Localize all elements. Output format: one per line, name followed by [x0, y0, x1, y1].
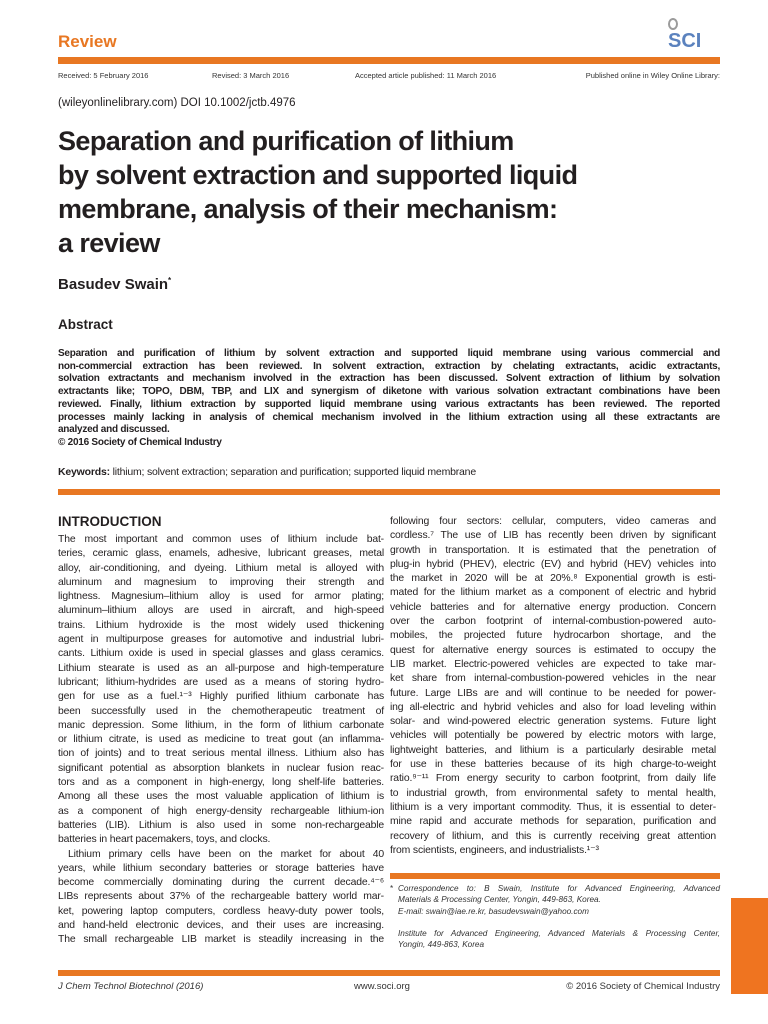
text-line: years, while lithium secondary batteries or storage batteries have	[58, 862, 384, 874]
text-line: agent in multipurpose greases for automotive and industrial lubri-	[58, 634, 384, 646]
right-column	[390, 515, 716, 858]
text-line: or lithium citrate, is used as medicine to treat gout (an inflamma-	[58, 734, 384, 746]
text-line: trains. Lithium hydroxide is the most widely used thickening	[58, 619, 384, 631]
footnote-line: Institute for Advanced Engineering, Advanced Materials & Processing Center,	[398, 928, 720, 938]
sci-logo	[656, 16, 712, 56]
footnote-divider	[390, 873, 720, 879]
correspondence-footnote	[390, 883, 720, 950]
author	[58, 276, 171, 293]
abstract-line: reviewed. Finally, lithium extraction by supported liquid membrane using various extractants has been reviewed. The reported	[58, 398, 720, 410]
text-line: vehicles will potentially be powered by electric motors with large,	[390, 730, 716, 742]
text-line: mine rapid and accurate methods for separation, purification and	[390, 816, 716, 828]
text-line: mated for the lithium market as a component of electric and hybrid	[390, 587, 716, 599]
text-line: vehicle batteries and for alternative energy production. Concern	[390, 601, 716, 613]
revised-date: Revised: 3 March 2016	[212, 71, 290, 80]
logo-ring-icon	[668, 18, 678, 30]
text-line: as a component of high energy-density rechargeable lithium-ion	[58, 805, 384, 817]
text-line: lithium is a very important commodity. Thus, it is essential to deter-	[390, 801, 716, 813]
footnote-line: Correspondence to: B Swain, Institute for Advanced Engineering, Advanced	[398, 884, 720, 893]
text-line: alloy, air-conditioning, and dyeing. Lithium metal is alloyed with	[58, 562, 384, 574]
text-line: solar- and wind-powered electric generation systems. Future light	[390, 716, 716, 728]
text-line: future. Large LIBs are and will continue to be needed for power-	[390, 687, 716, 699]
logo-text: SCI	[668, 30, 702, 52]
text-line: batteries in heart pacemakers, toys, and clocks.	[58, 834, 271, 846]
text-line: cants. Lithium oxide is used in special glasses and glass ceramics.	[58, 648, 384, 660]
text-line: to industrial growth, from environmental safety to mental health,	[390, 787, 716, 799]
text-line: significant potential as absorption blankets in nuclear fusion reac-	[58, 762, 384, 774]
author-mark: *	[168, 276, 172, 285]
text-line: The most important and common uses of lithium include bat-	[58, 534, 384, 545]
text-line: LIB market. Electric-powered vehicles are expected to take mar-	[390, 658, 716, 670]
keywords	[58, 466, 476, 478]
text-line: manic depression. Some lithium, in the form of lithium carbonate	[58, 719, 384, 731]
received-date: Received: 5 February 2016	[58, 71, 149, 80]
text-line: and hand-held electronic devices, and their uses are increasing.	[58, 920, 384, 932]
text-line: cordless.⁷ The use of LIB has recently been driven by significant	[390, 530, 716, 542]
text-line: batteries (LIB). Lithium is also used in some non-rechargeable	[58, 819, 384, 831]
text-line: recovery of lithium, and this is currently receiving great attention	[390, 830, 716, 842]
left-column	[58, 533, 384, 948]
footnote-email[interactable]: E-mail: swain@iae.re.kr, basudevswain@yahoo.com	[398, 906, 589, 916]
text-line: for use in these batteries because of its high charge-to-weight	[390, 759, 716, 771]
footnote-line: Materials & Processing Center, Yongin, 449-863, Korea.	[398, 895, 601, 905]
title-line: Separation and purification of lithium	[58, 126, 514, 156]
text-line: Lithium primary cells have been on the market for about 40	[68, 848, 384, 860]
abstract-line: solvation extractants and mechanism involved in the extraction has been discussed. Solvent extraction of lithium by solvation	[58, 373, 720, 385]
text-line: ratio.⁹⁻¹¹ From energy security to carbon footprint, from daily life	[390, 773, 716, 785]
text-line: mobiles, the projected future hydrocarbon shortage, and the	[390, 630, 716, 642]
text-line: from scientists, engineers, and industrialists.¹⁻³	[390, 844, 599, 856]
text-line: teries, ceramic glass, enamels, adhesive, lubricant greases, metal	[58, 548, 384, 560]
abstract-line: analyzed and discussed.	[58, 424, 170, 436]
author-name: Basudev Swain	[58, 276, 169, 293]
title-line: by solvent extraction and supported liquid	[58, 160, 578, 190]
introduction-heading: INTRODUCTION	[58, 514, 162, 529]
abstract-line: processes mainly lacking in analysis of chemical mechanism involved in the lithium extraction using all these extractants are	[58, 411, 720, 423]
article-title	[58, 124, 698, 260]
text-line: been successfully used in the chemotherapeutic treatment of	[58, 705, 384, 717]
abstract-body	[58, 348, 720, 450]
abstract-line: extractants like; TOPO, DBM, TBP, and LIX and synergism of diketone with various solvation extractant combinations have been	[58, 386, 720, 398]
text-line: following four sectors: cellular, computers, video cameras and	[390, 516, 716, 527]
text-line: lubricant; lithium-hydrides are used as a means of storing hydro-	[58, 676, 384, 688]
footer-copyright: © 2016 Society of Chemical Industry	[566, 981, 720, 992]
text-line: become commercially dominating during the current decade.⁴⁻⁶	[58, 877, 384, 889]
text-line: tion of joints) and to treat serious mental illness. Lithium also has	[58, 748, 384, 760]
text-line: gen for use as a fuel.¹⁻³ Highly purified lithium carbonate has	[58, 691, 384, 703]
abstract-heading: Abstract	[58, 317, 113, 332]
journal-name: J Chem Technol Biotechnol (2016)	[58, 981, 204, 992]
title-line: a review	[58, 228, 160, 258]
footnote-star: *	[390, 884, 394, 893]
text-line: ket share from internal-combustion-powered vehicles in the near	[390, 673, 716, 685]
keywords-value: lithium; solvent extraction; separation and purification; supported liquid membrane	[109, 466, 476, 478]
doi-line[interactable]: (wileyonlinelibrary.com) DOI 10.1002/jctb.4976	[58, 97, 296, 109]
title-line: membrane, analysis of their mechanism:	[58, 194, 558, 224]
text-line: Lithium stearate is used as an all-purpose and high-temperature	[58, 662, 384, 674]
website-link[interactable]: www.soci.org	[354, 981, 410, 992]
abstract-line: non-commercial extraction has been reviewed. In solvent extraction, extraction by chelating extractants, acidic extractants,	[58, 360, 720, 372]
text-line: over the carbon footprint of internal-combustion-powered auto-	[390, 616, 716, 628]
accepted-date: Accepted article published: 11 March 2016	[355, 71, 497, 80]
keywords-label: Keywords:	[58, 466, 110, 478]
section-label: Review	[58, 32, 117, 51]
text-line: quest for alternative energy sources is estimated to occupy the	[390, 644, 716, 656]
text-line: LIBs represents about 37% of the rechargeable battery world mar-	[58, 891, 384, 903]
page-edge-tab	[731, 898, 768, 994]
text-line: lightness. Magnesium–lithium alloy is used for armor plating;	[58, 591, 384, 603]
footer-divider	[58, 970, 720, 976]
text-line: tors and as a component in high-energy, long shelf-life batteries.	[58, 777, 384, 789]
text-line: The small rechargeable LIB market is steadily increasing in the	[58, 934, 384, 946]
text-line: plug-in hybrid (PHEV), electric (EV) and hybrid (HEV) vehicles into	[390, 558, 716, 570]
footnote-line: Yongin, 449-863, Korea	[398, 940, 485, 950]
text-line: ing all-electric and hybrid vehicles and also for load leveling within	[390, 701, 716, 713]
header-divider	[58, 57, 720, 64]
abstract-copyright: © 2016 Society of Chemical Industry	[58, 436, 222, 448]
text-line: lightweight batteries, and lithium is a particularly desirable metal	[390, 744, 716, 756]
text-line: Among all these uses the most valuable application of lithium is	[58, 791, 384, 803]
abstract-divider	[58, 489, 720, 495]
text-line: aluminum–lithium alloys are used in aircraft, and high-speed	[58, 605, 384, 617]
text-line: the market in 2020 will be at 20%.⁸ Exponential growth is esti-	[390, 573, 716, 585]
text-line: aluminum and magnesium to improving their strength and	[58, 576, 384, 588]
publication-dates	[58, 71, 720, 83]
text-line: ket, powering laptop computers, cordless heavy-duty power tools,	[58, 905, 384, 917]
footnote-spacer	[398, 917, 720, 928]
abstract-line: Separation and purification of lithium by solvent extraction and supported liquid membrane using various commercial and	[58, 348, 720, 359]
text-line: growth in transportation. It is estimated that the penetration of	[390, 544, 716, 556]
published-online: Published online in Wiley Online Library:	[585, 71, 720, 80]
